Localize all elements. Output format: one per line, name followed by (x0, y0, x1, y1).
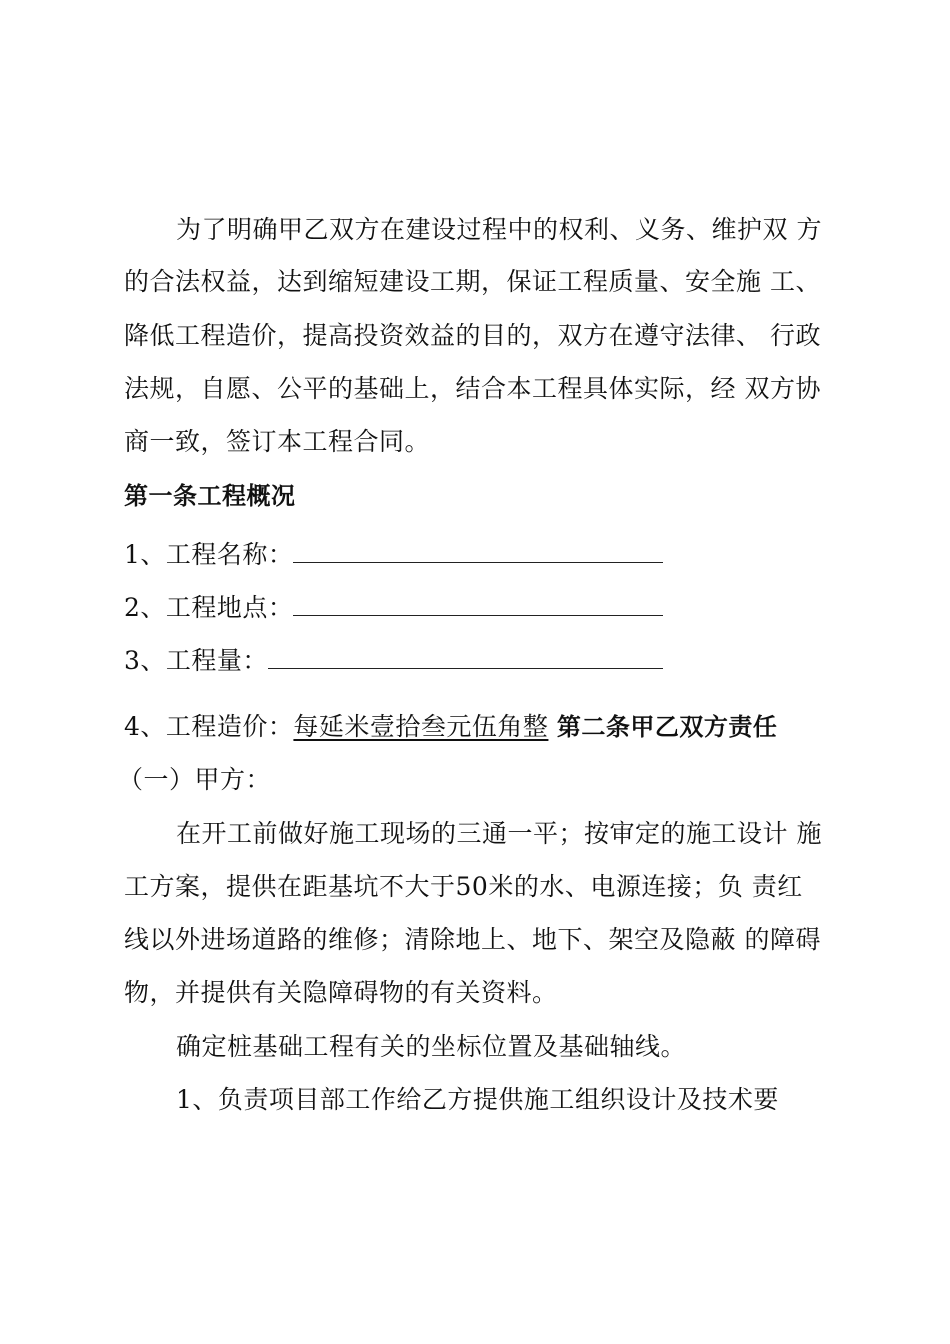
intro-line-5: 商一致，签订本工程合同。 (124, 427, 431, 456)
field-project-quantity (124, 643, 844, 679)
party-a-label: （一）甲方： (118, 765, 272, 794)
project-location-blank[interactable] (293, 591, 663, 616)
intro-line-2: 的合法权益，达到缩短建设工期，保证工程质量、安全施 工、 (124, 267, 821, 296)
field-project-quantity-label: 3、工程量： (124, 646, 268, 675)
party-a-para1-line-4: 物，并提供有关隐障碍物的有关资料。 (124, 978, 558, 1007)
price-label: 4、工程造价： (124, 712, 294, 741)
party-a-para1-line-1: 在开工前做好施工现场的三通一平；按审定的施工设计 施 (176, 819, 822, 848)
field-project-price (124, 709, 844, 745)
price-value: 每延米壹拾叁元伍角整 (293, 712, 549, 741)
party-a-para1-line-3: 线以外进场道路的维修；清除地上、地下、架空及隐蔽 的障碍 (124, 925, 821, 954)
party-a-para2: 确定桩基础工程有关的坐标位置及基础轴线。 (176, 1032, 687, 1061)
field-project-name-label: 1、工程名称： (124, 540, 294, 569)
field-project-location-label: 2、工程地点： (124, 593, 294, 622)
field-project-location (124, 590, 844, 626)
party-a-para1-line-2: 工方案，提供在距基坑不大于50米的水、电源连接；负 责红 (124, 872, 803, 901)
field-project-name (124, 537, 844, 573)
project-name-blank[interactable] (293, 538, 663, 563)
article1-title: 第一条工程概况 (124, 482, 296, 510)
intro-line-3: 降低工程造价，提高投资效益的目的，双方在遵守法律、 行政 (124, 321, 821, 350)
article2-title: 第二条甲乙双方责任 (556, 713, 778, 741)
project-quantity-blank[interactable] (268, 644, 663, 669)
intro-line-1: 为了明确甲乙双方在建设过程中的权利、义务、维护双 方 (176, 215, 822, 244)
intro-line-4: 法规，自愿、公平的基础上，结合本工程具体实际，经 双方协 (124, 374, 821, 403)
party-a-para3: 1、负责项目部工作给乙方提供施工组织设计及技术要 (176, 1085, 779, 1114)
